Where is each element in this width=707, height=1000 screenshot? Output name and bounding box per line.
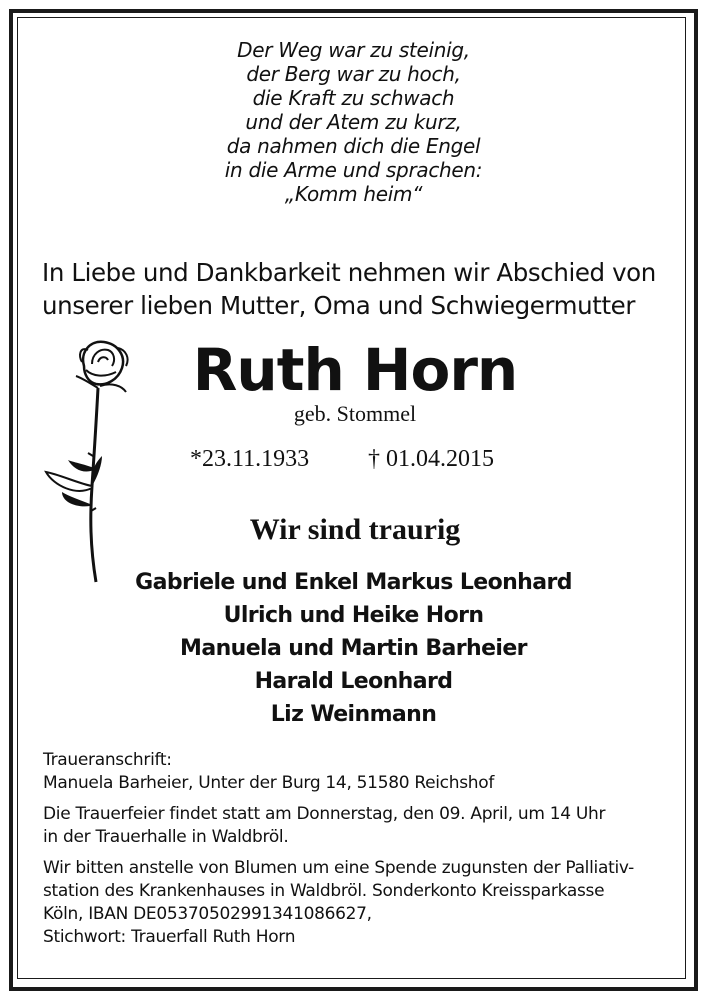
family-member: Ulrich und Heike Horn bbox=[223, 603, 484, 628]
family-member: Manuela und Martin Barheier bbox=[180, 636, 527, 661]
family-member: Harald Leonhard bbox=[254, 669, 453, 694]
deceased-name: Ruth Horn bbox=[192, 336, 518, 404]
donation-text: station des Krankenhauses in Waldbröl. Sonderkonto Kreissparkasse bbox=[43, 881, 605, 901]
footer-info bbox=[43, 749, 683, 957]
family-member: Liz Weinmann bbox=[270, 702, 437, 727]
mourning-heading: Wir sind traurig bbox=[249, 513, 461, 546]
ceremony-text: in der Trauerhalle in Waldbröl. bbox=[43, 827, 289, 847]
donation-text: Stichwort: Trauerfall Ruth Horn bbox=[43, 927, 296, 947]
poem-line: da nahmen dich die Engel bbox=[226, 134, 481, 158]
poem-line: „Komm heim“ bbox=[284, 182, 423, 206]
birth-date: *23.11.1933 bbox=[190, 446, 310, 472]
intro-text bbox=[42, 256, 672, 322]
address: Manuela Barheier, Unter der Burg 14, 51580 Reichshof bbox=[43, 773, 495, 793]
poem bbox=[0, 38, 707, 206]
family-list bbox=[0, 566, 707, 731]
poem-line: die Kraft zu schwach bbox=[252, 86, 455, 110]
intro-line: unserer lieben Mutter, Oma und Schwiegermutter bbox=[42, 291, 636, 320]
family-member: Gabriele und Enkel Markus Leonhard bbox=[135, 570, 572, 595]
rose-icon bbox=[40, 336, 140, 586]
address-label: Traueranschrift: bbox=[43, 750, 172, 770]
birth-name: geb. Stommel bbox=[293, 401, 417, 426]
death-date: † 01.04.2015 bbox=[368, 446, 494, 472]
ceremony-text: Die Trauerfeier findet statt am Donnerstag, den 09. April, um 14 Uhr bbox=[43, 804, 606, 824]
donation-text: Wir bitten anstelle von Blumen um eine Spende zugunsten der Palliativ- bbox=[43, 858, 635, 878]
poem-line: Der Weg war zu steinig, bbox=[237, 38, 470, 62]
poem-line: der Berg war zu hoch, bbox=[246, 62, 461, 86]
intro-line: In Liebe und Dankbarkeit nehmen wir Abschied von bbox=[42, 258, 656, 287]
poem-line: und der Atem zu kurz, bbox=[245, 110, 462, 134]
donation-text: Köln, IBAN DE05370502991341086627, bbox=[43, 904, 372, 924]
poem-line: in die Arme und sprachen: bbox=[224, 158, 483, 182]
